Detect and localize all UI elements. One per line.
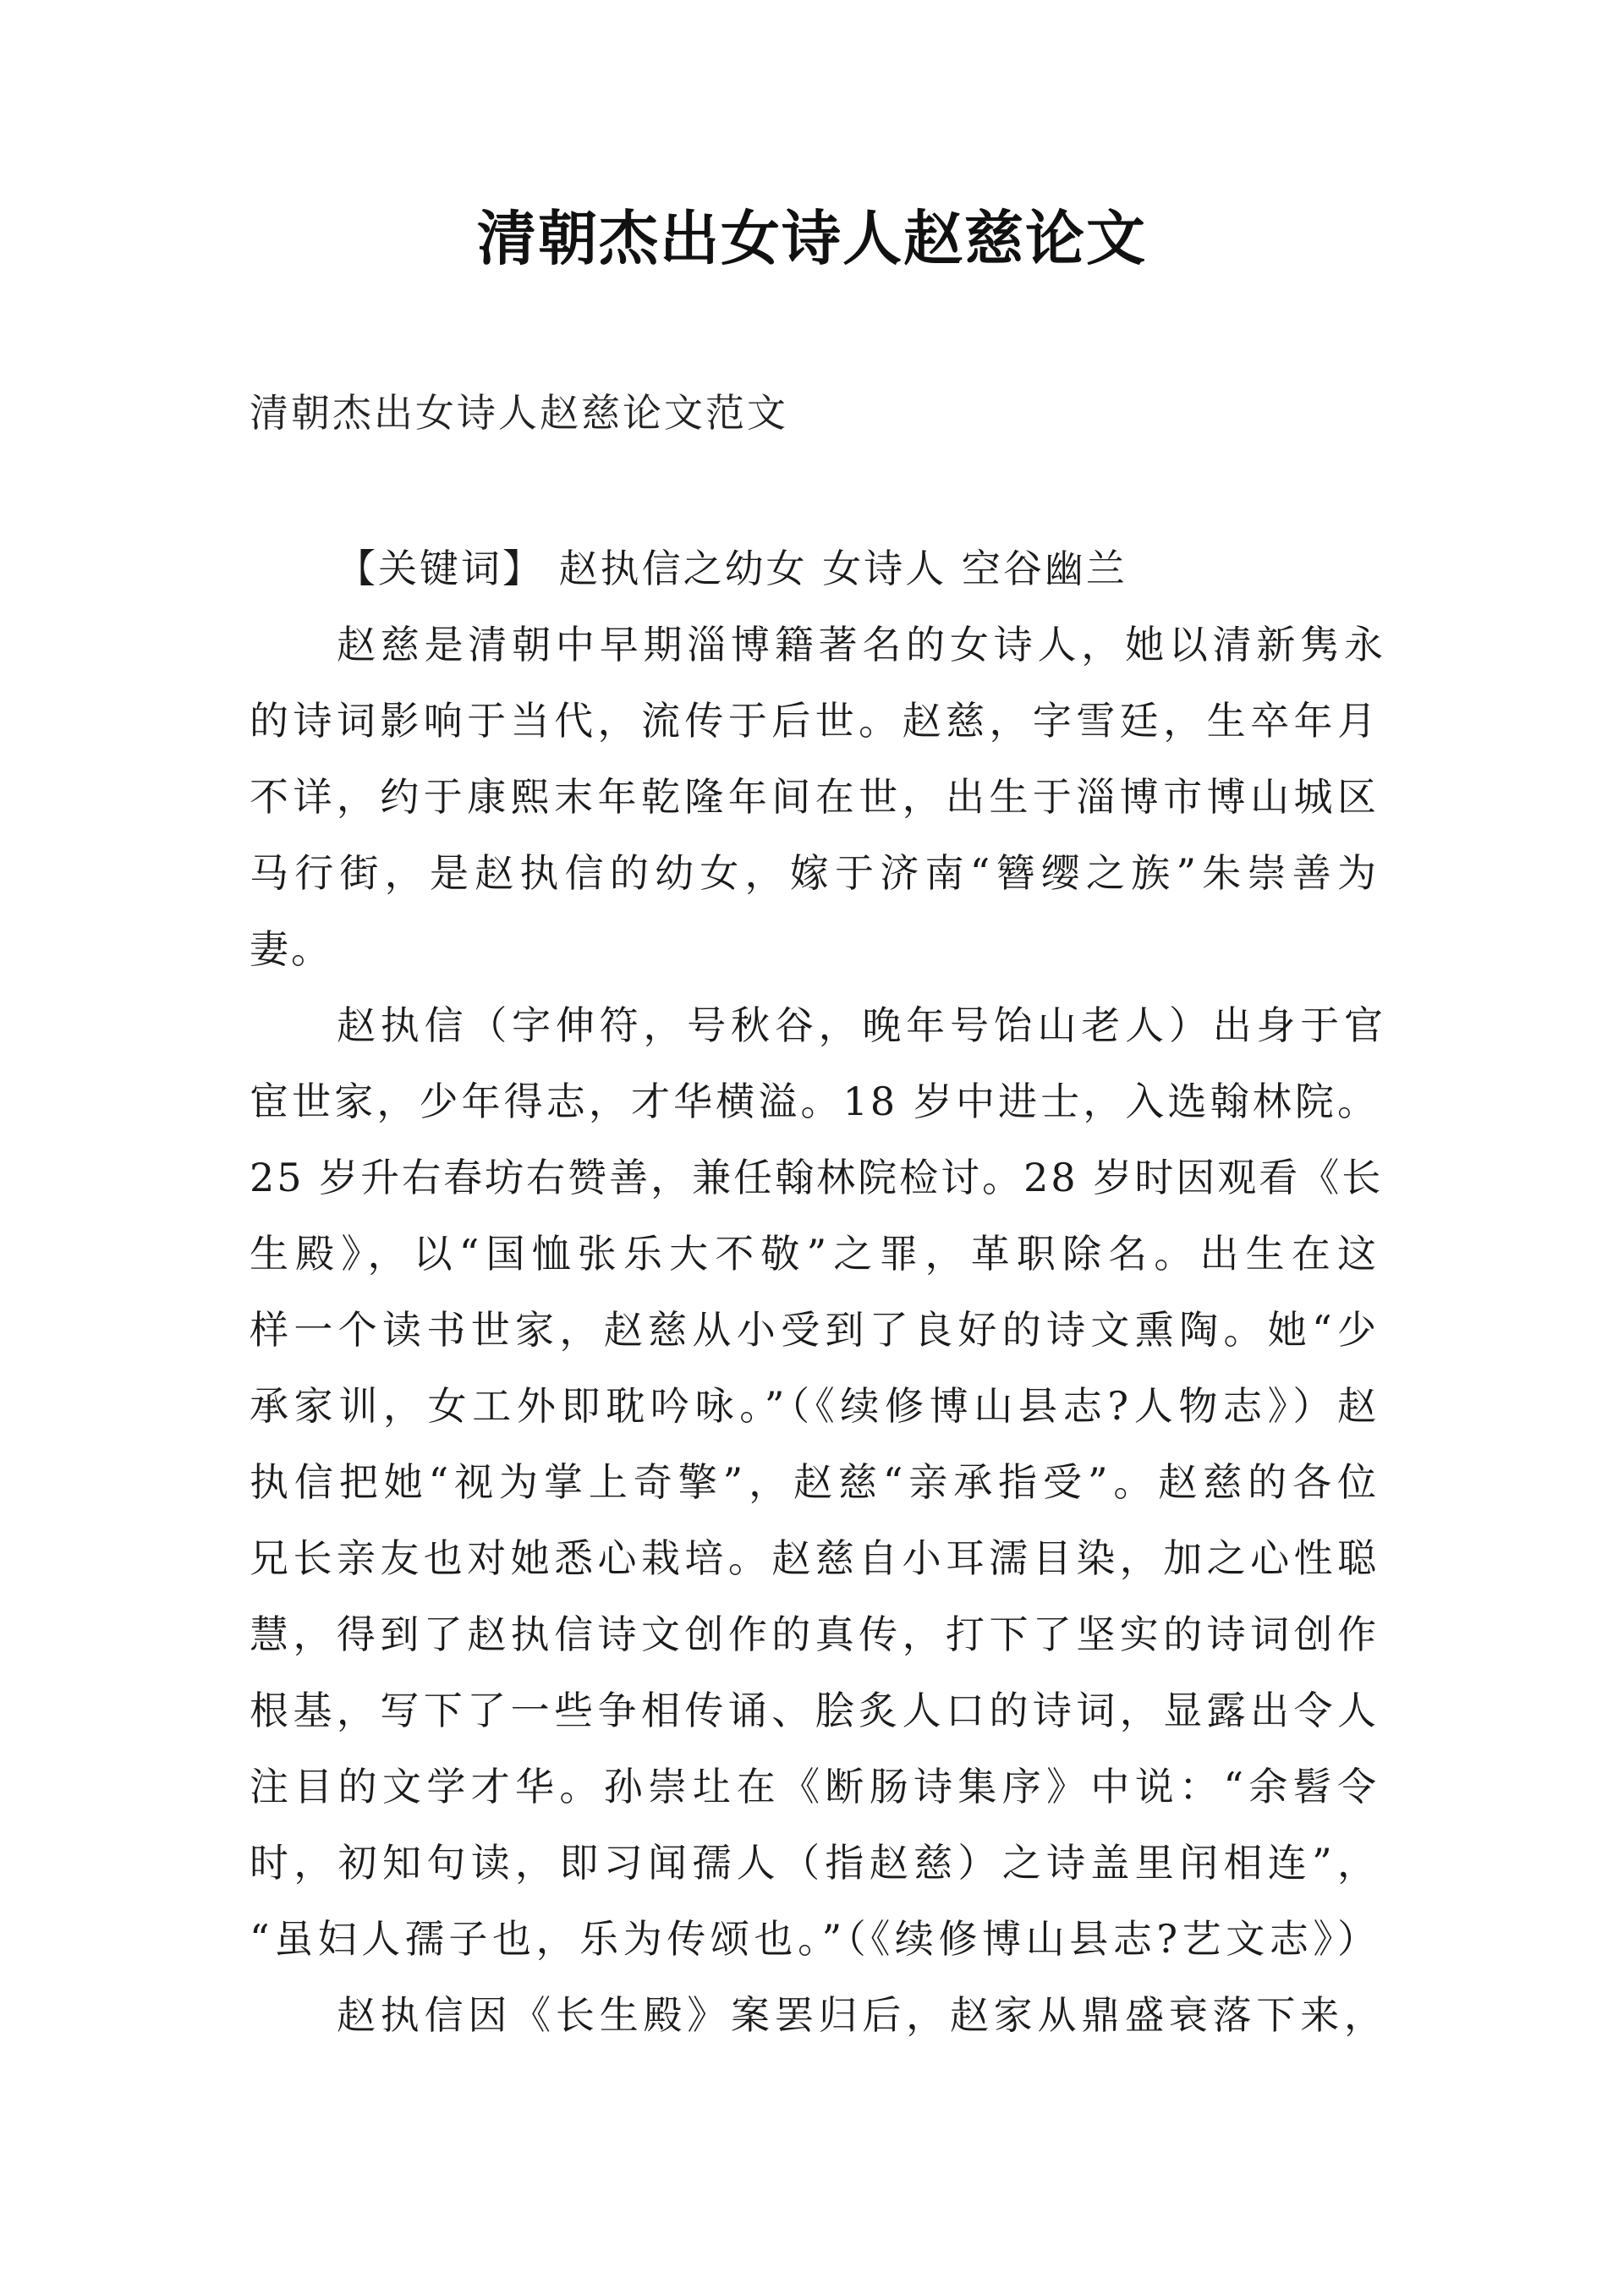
paragraph-line: 的诗词影响于当代，流传于后世。赵慈，字雪廷，生卒年月 <box>250 698 1379 744</box>
paragraph-line: 25 岁升右春坊右赞善，兼任翰林院检讨。28 岁时因观看《长 <box>250 1155 1384 1200</box>
paragraph-line: 兄长亲友也对她悉心栽培。赵慈自小耳濡目染，加之心性聪 <box>250 1535 1379 1581</box>
paragraph-line: 慧，得到了赵执信诗文创作的真传，打下了坚实的诗词创作 <box>250 1611 1379 1657</box>
keywords-line: 【关键词】 赵执信之幼女 女诗人 空谷幽兰 <box>337 546 1127 591</box>
paragraph-line: “虽妇人孺子也，乐为传颂也。”（《续修博山县志?艺文志》） <box>250 1916 1379 1962</box>
document-subtitle: 清朝杰出女诗人赵慈论文范文 <box>250 390 788 436</box>
paragraph-line: 执信把她“视为掌上奇擎”，赵慈“亲承指受”。赵慈的各位 <box>250 1459 1379 1505</box>
document-title: 清朝杰出女诗人赵慈论文 <box>477 203 1147 273</box>
paragraph-line: 根基，写下了一些争相传诵、脍炙人口的诗词，显露出令人 <box>250 1688 1379 1733</box>
paragraph-line: 不详，约于康熙末年乾隆年间在世，出生于淄博市博山城区 <box>250 774 1379 820</box>
paragraph-line: 赵执信（字伸符，号秋谷，晚年号饴山老人）出身于官 <box>337 1002 1385 1048</box>
paragraph-line: 承家训，女工外即耽吟咏。”（《续修博山县志?人物志》）赵 <box>250 1383 1379 1429</box>
paragraph-line: 样一个读书世家，赵慈从小受到了良好的诗文熏陶。她“少 <box>250 1307 1379 1353</box>
paragraph-line: 赵慈是清朝中早期淄博籍著名的女诗人，她以清新隽永 <box>337 622 1385 667</box>
paragraph-line: 生殿》，以“国恤张乐大不敬”之罪，革职除名。出生在这 <box>250 1231 1379 1277</box>
paragraph-line: 妻。 <box>250 926 332 972</box>
paragraph-line: 赵执信因《长生殿》案罢归后，赵家从鼎盛衰落下来， <box>337 1992 1385 2038</box>
paragraph-line: 宦世家，少年得志，才华横溢。18 岁中进士，入选翰林院。 <box>250 1079 1379 1124</box>
paragraph-line: 注目的文学才华。孙崇圵在《断肠诗集序》中说：“余髫令 <box>250 1764 1379 1809</box>
paragraph-line: 时，初知句读，即习闻孺人（指赵慈）之诗盖里闬相连”， <box>250 1840 1379 1886</box>
paragraph-line: 马行街，是赵执信的幼女，嫁于济南“簪缨之族”朱崇善为 <box>250 850 1379 896</box>
